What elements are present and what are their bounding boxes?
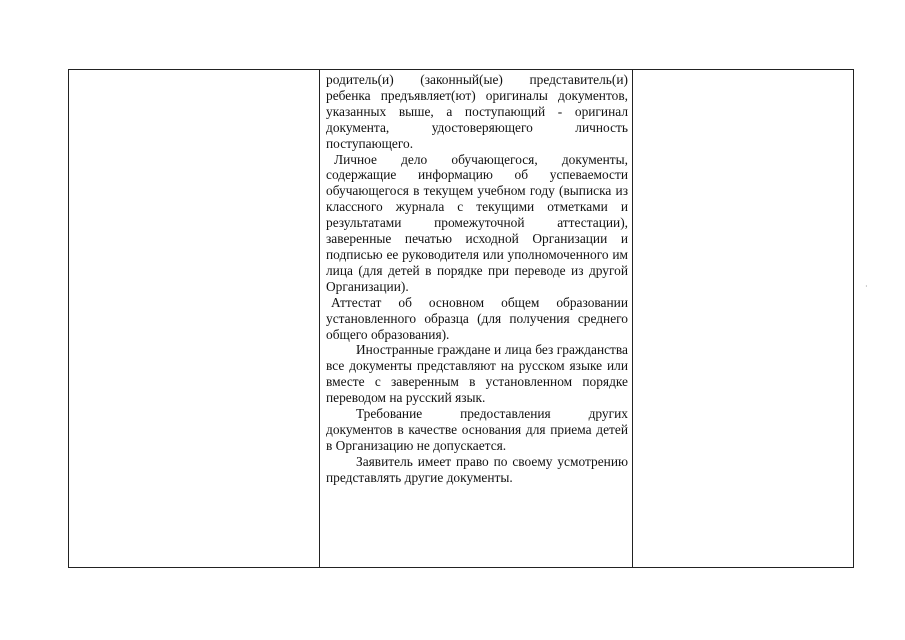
paragraph-foreign-citizens: Иностранные граждане и лица без гражданства все документы представляют на русском языке или вместе с заверенным в установленном порядке переводом на русский язык. <box>326 342 628 406</box>
paragraph-other-documents-requirement: Требование предоставления других документов в качестве основания для приема детей в Организацию не допускается. <box>326 406 628 453</box>
margin-mark: · <box>865 282 868 291</box>
paragraph-applicant-right: Заявитель имеет право по своему усмотрению представлять другие документы. <box>326 453 628 485</box>
paragraph-certificate: Аттестат об основном общем образовании установленного образца (для получения среднего общего образования). <box>326 294 628 342</box>
paragraph-personal-file: Личное дело обучающегося, документы, содержащие информацию об успеваемости обучающегося в текущем учебном году (выписка из классного журнала с текущими отметками и результатами промежуточной аттестации), заверенные печатью исходной Организации и подписью ее руководителя или уполномоченного им лица (для детей в порядке при переводе из другой Организации). <box>326 151 628 294</box>
paragraph-parent-originals: родитель(и) (законный(ые) представитель(и) ребенка предъявляет(ют) оригиналы документов, указанных выше, а поступающий - оригинал документа, удостоверяющего личность поступающего. <box>326 72 628 151</box>
table-cell-left-empty <box>69 70 319 567</box>
table-cell-right-empty <box>633 70 853 567</box>
table-cell-middle <box>320 70 632 567</box>
document-table <box>68 69 854 568</box>
